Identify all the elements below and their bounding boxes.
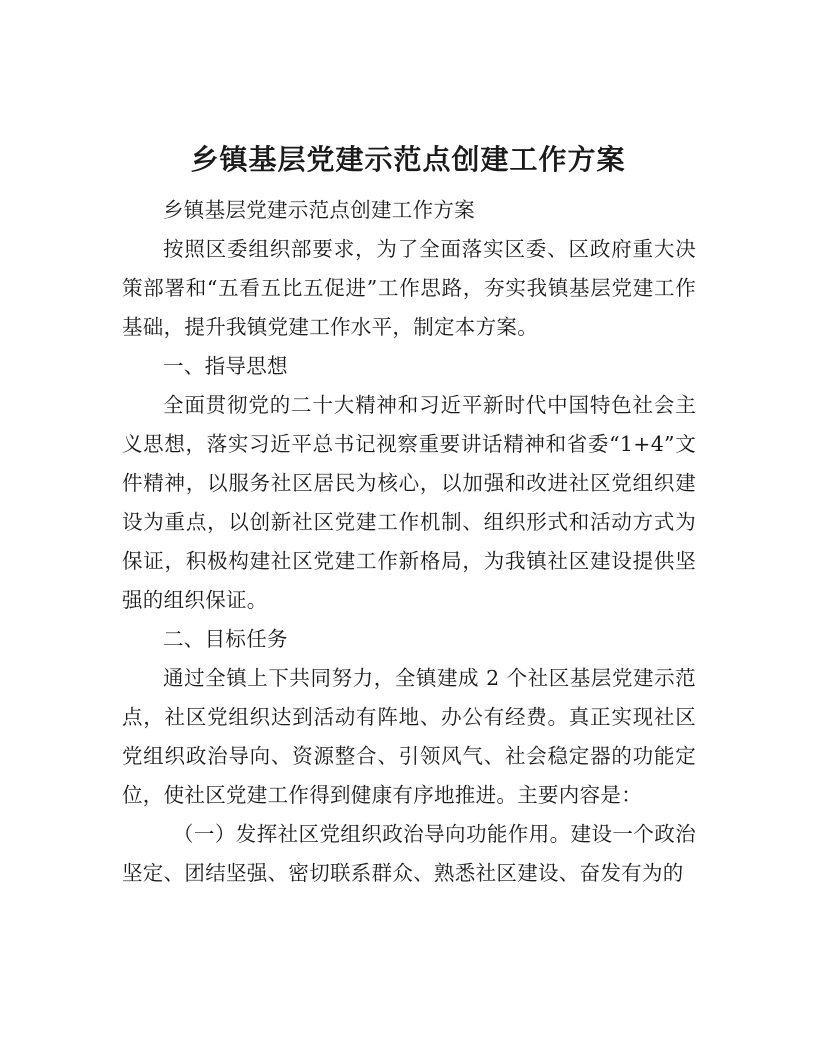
- section-heading-goals: 二、目标任务: [163, 627, 288, 651]
- guiding-thought-paragraph: 全面贯彻党的二十大精神和习近平新时代中国特色社会主义思想，落实习近平总书记视察重要讲话精神和省委“1+4”文件精神，以服务社区居民为核心，以加强和改进社区党组织建设为重点，以创新社区党建工作机制、组织形式和活动方式为保证，积极构建社区党建工作新格局，为我镇社区建设提供坚强的组织保证。: [122, 393, 696, 612]
- intro-paragraph: 按照区委组织部要求，为了全面落实区委、区政府重大决策部署和“五看五比五促进”工作思路，夯实我镇基层党建工作基础，提升我镇党建工作水平，制定本方案。: [122, 237, 696, 339]
- goals-paragraph: 通过全镇上下共同努力，全镇建成 2 个社区基层党建示范点，社区党组织达到活动有阵地、办公有经费。真正实现社区党组织政治导向、资源整合、引领风气、社会稳定器的功能定位，使社区党建工作得到健康有序地推进。主要内容是：: [122, 666, 696, 807]
- item-one-paragraph: （一）发挥社区党组织政治导向功能作用。建设一个政治坚定、团结坚强、密切联系群众、熟悉社区建设、奋发有为的: [122, 822, 696, 885]
- subtitle-paragraph: 乡镇基层党建示范点创建工作方案: [163, 198, 475, 222]
- section-heading-guiding-thought: 一、指导思想: [163, 354, 288, 378]
- document-title: 乡镇基层党建示范点创建工作方案: [190, 143, 626, 176]
- document-body: [122, 191, 696, 893]
